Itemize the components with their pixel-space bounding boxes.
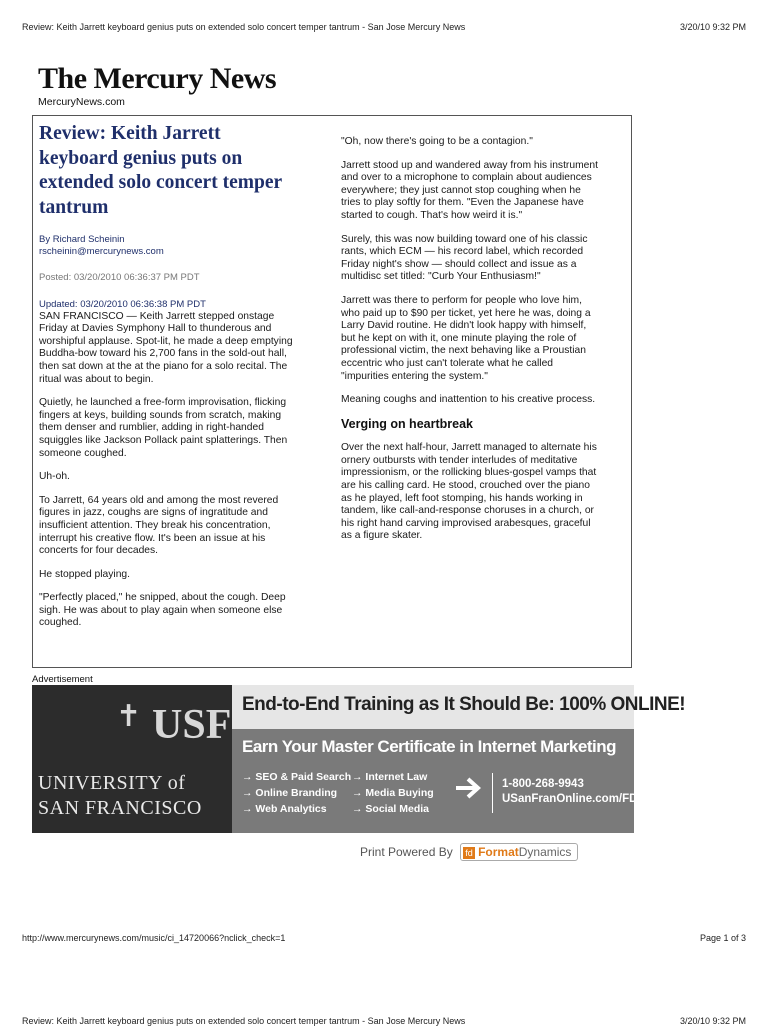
ad-list-item: → Online Branding (242, 787, 338, 799)
article-left-column (39, 122, 297, 641)
article-paragraph: Surely, this was now building toward one of his classic rants, which ECM — his record label, which recorded Friday night's show — should collect and issue as a multidisc set titled: "Curb Your Enthusiasm!" (341, 233, 588, 283)
mercury-news-logo: The Mercury News (38, 62, 277, 95)
article-paragraph: Jarrett stood up and wandered away from his instrument and over to a microphone to complain about audiences everywhere; they just cannot stop coughing when he tries to play softly for them. "Even the Japanese have started to cough. That's how weird it is." (341, 159, 598, 221)
ad-contact[interactable] (502, 777, 637, 807)
usf-logo-panel (32, 685, 232, 833)
print-powered-by[interactable] (360, 843, 578, 861)
article-paragraph: SAN FRANCISCO — Keith Jarrett stepped onstage Friday at Davies Symphony Hall to thunderous and worshipful applause. Spot-lit, he made a deep emptying Buddha-bow toward his 2,700 fans in the sold-out hall, then sat down at the at the piano for a solo recital. The ritual was about to begin. (39, 310, 293, 385)
arrow-icon: → (352, 787, 366, 799)
university-name: UNIVERSITY of SAN FRANCISCO (38, 772, 202, 819)
arrow-icon: → (352, 803, 366, 815)
ad-list-2 (352, 769, 434, 817)
ad-list-item: → Media Buying (352, 787, 434, 799)
left-paragraphs (39, 311, 297, 630)
updated-date: Updated: 03/20/2010 06:36:38 PM PDT (39, 298, 206, 310)
print-powered-label: Print Powered By (360, 845, 453, 859)
right-paragraphs-2 (341, 442, 603, 543)
ad-divider (492, 773, 493, 813)
advertisement-label: Advertisement (32, 674, 93, 685)
fd-icon: fd (463, 847, 475, 859)
ad-list-1 (242, 769, 351, 817)
article-paragraph: "Perfectly placed," he snipped, about the cough. Deep sigh. He was about to play again when someone else coughed. (39, 592, 286, 629)
usf-advertisement[interactable] (32, 685, 686, 833)
ad-subheadline: Earn Your Master Certificate in Internet Marketing (242, 737, 616, 756)
ad-list-item: → Social Media (352, 803, 430, 815)
article-paragraph: To Jarrett, 64 years old and among the most revered figures in jazz, coughs are signs of ingratitude and insufficient attention. They break his concentration, interrupt his creative flow. It's been an issue at his concerts for four decades. (39, 494, 279, 557)
usf-wordmark: USF (152, 702, 232, 748)
article-paragraph: Meaning coughs and inattention to his creative process. (341, 394, 596, 406)
ad-phone: 1-800-268-9943 (502, 778, 584, 790)
print-header-title: Review: Keith Jarrett keyboard genius puts on extended solo concert temper tantrum - San Jose Mercury News (22, 22, 466, 32)
footer-page-number: Page 1 of 3 (699, 933, 746, 943)
ad-list-item: → Web Analytics (242, 803, 327, 815)
article-paragraph: Quietly, he launched a free-form improvisation, flicking fingers at keys, building sounds from scratch, making them denser and rumblier, adding in right-handed squiggles like Jackson Pollack paint splatterings. Then someone coughed. (39, 397, 288, 459)
article-paragraph: Uh-oh. (39, 471, 70, 483)
right-paragraphs (341, 136, 603, 407)
next-page-header-title: Review: Keith Jarrett keyboard genius puts on extended solo concert temper tantrum - San Jose Mercury News (22, 1016, 466, 1026)
arrow-icon: → (242, 787, 256, 799)
article-paragraph: He stopped playing. (39, 568, 131, 580)
footer-url: http://www.mercurynews.com/music/ci_14720066?nclick_check=1 (22, 933, 286, 943)
article-byline (39, 234, 297, 258)
formatdynamics-logo: fd FormatDynamics (460, 843, 578, 861)
ad-site: USanFranOnline.com/FD (502, 793, 638, 805)
ad-headline: End-to-End Training as It Should Be: 100% ONLINE! (242, 694, 686, 715)
arrow-icon: → (352, 771, 366, 783)
author-name: By Richard Scheinin (39, 234, 125, 245)
article-paragraph: Over the next half-hour, Jarrett managed to alternate his ornery outbursts with tender interludes of meditative impressionism, or the rollicking blues-gospel vamps that are his calling card. He stood, crouched over the piano as he played, left foot stomping, his hands working in tandem, like call-and-response choruses in a church, or his right hand carving improvised arabesques, graceful as a figure skater. (341, 442, 597, 542)
author-email-link[interactable]: rscheinin@mercurynews.com (39, 246, 164, 257)
arrow-right-icon (454, 773, 484, 803)
arrow-icon: → (242, 771, 256, 783)
mercury-news-site: MercuryNews.com (38, 96, 125, 108)
section-subhead: Verging on heartbreak (341, 416, 473, 431)
posted-date: Posted: 03/20/2010 06:36:37 PM PDT (39, 272, 200, 283)
ad-list-item: → SEO & Paid Search (242, 771, 352, 783)
article-paragraph: Jarrett was there to perform for people who love him, who paid up to $90 per ticket, yet here he was, doing a Larry David routine. He didn't look happy with himself, but he kept on with it, one minute playing the role of professional victim, the next behaving like a Proustian eccentric who just can't tolerate what he called "impurities entering the system." (341, 294, 591, 382)
article-box (32, 115, 632, 668)
print-header-timestamp: 3/20/10 9:32 PM (679, 22, 746, 32)
next-page-header-timestamp: 3/20/10 9:32 PM (679, 1016, 746, 1026)
ad-list-item: → Internet Law (352, 771, 428, 783)
article-headline: Review: Keith Jarrett keyboard genius puts on extended solo concert temper tantrum (39, 123, 282, 218)
ad-headline-band (232, 685, 686, 729)
cross-icon: ✝ (116, 699, 142, 734)
arrow-icon: → (242, 803, 256, 815)
ad-content-panel (232, 685, 686, 833)
article-paragraph: "Oh, now there's going to be a contagion." (341, 136, 533, 147)
article-right-column (341, 136, 603, 554)
